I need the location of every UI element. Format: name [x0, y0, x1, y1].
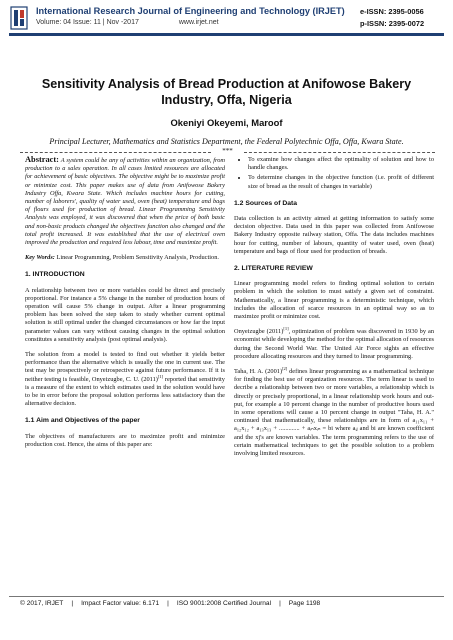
journal-website-link[interactable]: www.irjet.net — [178, 19, 219, 26]
irjet-logo-icon — [9, 6, 29, 30]
abstract-text: A system could be any of activities within an organization, from production to a sales operation. In all cases limited resources are allocated for achievement of basic objectives. The objective might be to maximize profit or minimize cost. This paper makes use of data from Anifowose Bakery Industry Offa, Kwara State. Which includes machine hours for cutting, number of laborers', quality of water used, oven (heat) temperature and bags of flours used for production of bread. Linear Programming Sensitivity Analysis was employed, it was discovered that when the price of both basic and non-basic products changed the objectives function also changed and the total profit increased. It was established that the use of electrical oven improved the production and required less labour, time and maximize profit. — [25, 157, 225, 247]
footer-iso: ISO 9001:2008 Certified Journal — [176, 600, 272, 607]
abstract-label: Abstract: — [25, 155, 59, 164]
literature-paragraph-3 — [234, 365, 434, 458]
heading-aim-objectives: 1.1 Aim and Objectives of the paper — [25, 417, 140, 425]
pissn: p-ISSN: 2395-0072 — [360, 19, 425, 28]
paper-authors: Okeniyi Okeyemi, Maroof — [170, 117, 283, 128]
footer-copyright: © 2017, IRJET — [20, 600, 64, 607]
abstract — [25, 156, 225, 247]
volume-issue: Volume: 04 Issue: 11 | Nov -2017 — [36, 19, 139, 26]
intro-paragraph-1: A relationship between two or more variables could be direct and precisely proportional. For instance a 5% change in the number of production hours of operation will cause 5% change in output. After a linear programming problem has been solved the step taken to study whether current optimal solution is still optimal under the changed circumstances or how far the input parameter values can vary without causing changes in the optimal solution constitutes a sensitivity analysis (post optimal analysis). — [25, 286, 225, 343]
author-affiliation: Principal Lecturer, Mathematics and Statistics Department, the Federal Polytechnic Offa, Offa, Kwara State. — [49, 137, 404, 146]
list-item: • To determine changes in the objective function (i.e. profit of different size of bread as the result of changes in variable) — [248, 174, 434, 190]
left-column — [25, 156, 225, 456]
heading-introduction: 1. INTRODUCTION — [25, 271, 85, 279]
objectives-list — [234, 156, 434, 191]
paper-title: Sensitivity Analysis of Bread Production at Anifowose Bakery Industry, Offa, Nigeria — [41, 77, 412, 107]
intro-p2-text-b: reported that sensitivity is a measure of the extent to which estimates used in the solution would have to be in error before the proposal solution performs less satisfactory than the alternative decision. — [25, 375, 225, 408]
literature-paragraph-1: Linear programming model refers to finding optimal solution to certain problem in which the solution to must satisfy a given set of constraint. Mathematically, a linear programming is a deterministic technique, which includes the allocation of scarce resources in an optimal way so as to maximize profit or minimize cost. — [234, 280, 434, 321]
keywords-text: Linear Programming, Problem Sensitivity Analysis, Production. — [54, 254, 219, 262]
list-item: • To examine how changes affect the optimality of solution and how to handle changes. — [248, 156, 434, 172]
lit-p3-text-b: defines linear programming as a mathematical technique for finding the best use of organization resources. The term linear is used to decribe a relationship between two or more variables, a relationship which is directly or precisely proportional, in a linear relationship work hours and out-put, for example a 10 percent change in the number of productive hours used in some operations will cause a 10 percent change in output "Taha, H. A." continued that mathematically, these relationships are in form of a₁₁x₁₁ + a₁₂x₁₂ + a₁₃x₁₃ + ............. + aᵢₙxᵢₙ = bi where aᵢⱼ and bi are known coefficient and the xj's are known variables. The term programming refers to the use of certain mathematical techniques to get the possible solution to a problem involving limited resources. — [234, 368, 434, 458]
journal-name: International Research Journal of Engineering and Technology (IRJET) — [36, 6, 345, 16]
sources-paragraph: Data collection is an activity aimed at getting information to satisfy some decision objective. Data used in this paper was collected from Anifowose Bakery Industry opposite railway station, Offa. The data includes machines hour for cutting, number of labours, quantity of water used, oven (heat) temperature and bags of flour used for production of breads. — [234, 215, 434, 255]
literature-paragraph-2 — [234, 328, 434, 361]
journal-header — [0, 0, 453, 34]
page-footer: © 2017, IRJET | Impact Factor value: 6.171 | ISO 9001:2008 Certified Journal | Page 1198 — [20, 600, 321, 607]
intro-paragraph-2 — [25, 351, 225, 408]
citation-2: [2] — [282, 365, 288, 371]
heading-literature-review: 2. LITERATURE REVIEW — [234, 265, 313, 273]
header-rule — [9, 33, 444, 36]
divider-stars: *** — [222, 147, 233, 155]
citation-1: [1] — [157, 373, 164, 379]
aim-paragraph: The objectives of manufacturers are to maximize profit and minimize production cost. Hence, the aims of this paper are: — [25, 432, 225, 448]
lit-p2-text-b: , optimization of problem was discovered in 1930 by an economist while developing the method for the optimal allocation of resources during the Second World War. The United Air Force sights an effective procedure allocating resources and they turned to linear programming. — [234, 328, 434, 360]
eissn: e-ISSN: 2395-0056 — [360, 7, 424, 16]
citation-1: [1] — [283, 326, 289, 332]
volume-line — [36, 19, 219, 26]
lit-p2-text-a: Onyeizugbe (2011) — [234, 328, 284, 336]
footer-impact-factor: Impact Factor value: 6.171 — [81, 600, 160, 607]
keywords-label: Key Words: — [25, 254, 55, 262]
heading-sources-of-data: 1.2 Sources of Data — [234, 199, 298, 207]
intro-p2-text-a: The solution from a model is tested to find out whether it yields better performance than the alternative which is usually the one in current use. The test may be prospectively or retrospective against future performance. If it is neither testing is feasible, Onyeizugbe, C. U. (2011) — [25, 351, 225, 383]
footer-rule — [9, 596, 444, 597]
section-divider — [20, 149, 435, 155]
right-column — [234, 156, 434, 465]
keywords — [25, 254, 225, 262]
footer-page-number: Page 1198 — [288, 600, 321, 607]
lit-p3-text-a: Taha, H. A. (2001) — [234, 368, 283, 376]
